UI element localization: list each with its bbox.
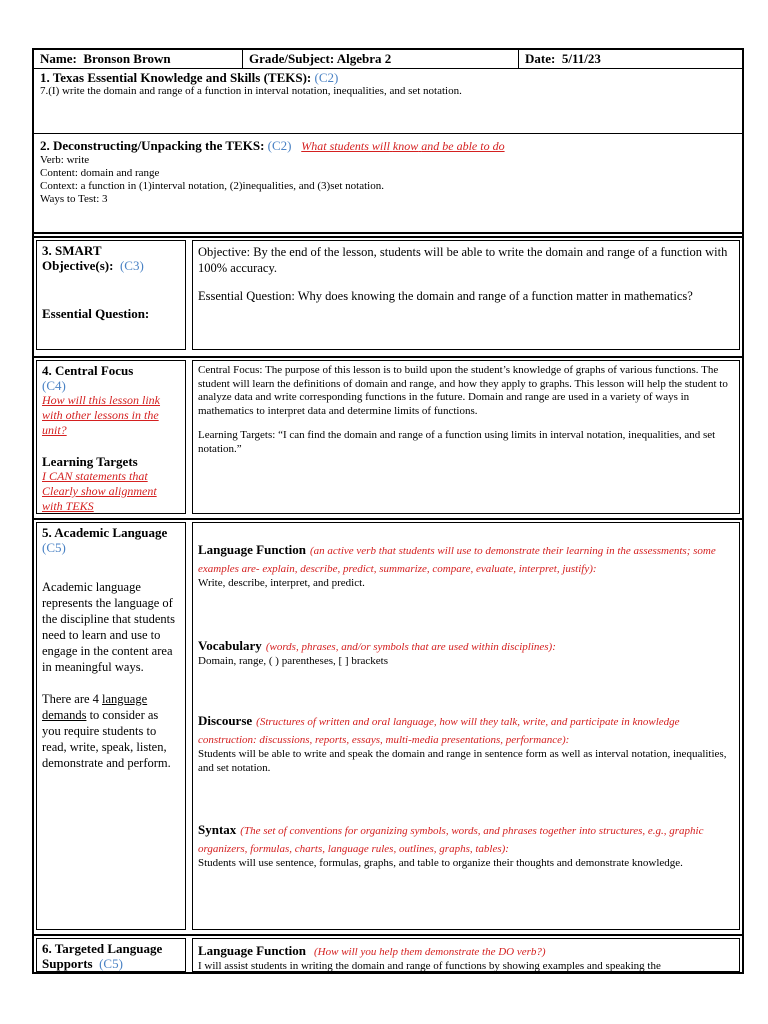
deconstruct-content: Content: domain and range [40,167,160,179]
smart-label-cell [36,240,186,350]
name-cell [34,50,242,68]
teks-text: 7.(I) write the domain and range of a function in interval notation, inequalities, and set notation. [40,85,462,97]
header-row [34,50,742,69]
grade-cell [242,50,518,68]
deconstruct-code: (C2) [267,138,292,153]
academic-language-desc: Academic language represents the language of the discipline that students need to learn and use to engage in the content area in meaningful ways. [42,580,175,674]
supports-language-function [198,942,734,960]
academic-language-label-cell [36,522,186,930]
vocabulary-label: Vocabulary [198,637,262,653]
targeted-supports-row [34,934,742,974]
syntax-answer: Students will use sentence, formulas, graphs, and table to organize their thoughts and demonstrate knowledge. [198,857,683,869]
central-focus-row [34,356,742,516]
name-label: Name: [40,51,77,66]
teks-title: 1. Texas Essential Knowledge and Skills (TEKS): (C2) [40,70,339,85]
targeted-supports-label-cell [36,938,186,972]
smart-content-cell [192,240,740,350]
learning-targets-text: Learning Targets: “I can find the domain and range of a function using limits in interval notation, inequalities, and set notation.” [198,429,716,455]
smart-title: 3. SMART [42,243,102,258]
supports-lf-label: Language Function [198,943,306,958]
syntax-block [198,821,734,871]
central-focus-content-cell [192,360,740,514]
grade-label: Grade/Subject: [249,51,335,66]
targeted-supports-content-cell [192,938,740,972]
academic-language-title: 5. Academic Language [42,525,168,540]
deconstruct-section [34,134,742,234]
date-label: Date: [525,51,556,66]
supports-lf-hint: (How will you help them demonstrate the DO verb?) [314,946,546,958]
academic-language-row [34,518,742,932]
teks-section [34,68,742,134]
essential-question-text: Essential Question: Why does knowing the domain and range of a function matter in mathematics? [198,289,693,303]
language-function-answer: Write, describe, interpret, and predict. [198,577,365,589]
learning-targets-title: Learning Targets [42,454,138,469]
syntax-hint: (The set of conventions for organizing symbols, words, and phrases together into structures, e.g., graphic organizers, formulas, charts, language rules, outlines, graphs, tables): [198,825,704,855]
discourse-answer: Students will be able to write and speak the domain and range in sentence form as well as interval notation, inequalities, and set notation. [198,748,727,774]
objective-text: Objective: By the end of the lesson, students will be able to write the domain and range of a function with 100% accuracy. [198,245,728,275]
deconstruct-context: Context: a function in (1)interval notation, (2)inequalities, and (3)set notation. [40,180,384,192]
deconstruct-hint: What students will know and be able to do [301,139,505,153]
central-focus-code: (C4) [42,378,66,393]
vocabulary-answer: Domain, range, ( ) parentheses, [ ] brackets [198,654,388,667]
syntax-label: Syntax [198,822,237,837]
central-focus-title: 4. Central Focus [42,363,134,378]
language-function-block [198,541,734,591]
language-demands-text: There are 4 language demands to consider as you require students to read, write, speak, listen, demonstrate and perform. [42,692,171,770]
academic-language-content-cell [192,522,740,930]
targeted-supports-title2: Supports (C5) [42,956,123,971]
date-cell [518,50,742,68]
targeted-supports-title: 6. Targeted Language [42,941,163,956]
academic-language-code: (C5) [42,540,66,555]
central-focus-label-cell [36,360,186,514]
vocabulary-hint: (words, phrases, and/or symbols that are used within disciplines): [265,640,556,653]
deconstruct-verb: Verb: write [40,154,90,166]
essential-question-label: Essential Question: [42,306,150,321]
deconstruct-ways: Ways to Test: 3 [40,193,108,205]
central-focus-text: Central Focus: The purpose of this lesson is to build upon the student’s knowledge of graphs of various functions. The student will learn the definitions of domain and range, and how they apply to graphs. This lesson will help the student to analyze data and write corresponding functions in the future. Domain and range are used in a variety of ways in mathematics to interpret data and determine limits of functions. [198,364,728,417]
central-focus-hint: How will this lesson link with other lessons in the unit? [42,393,161,437]
discourse-block [198,712,734,775]
name-value: Bronson Brown [83,51,171,66]
supports-lf-answer: I will assist students in writing the domain and range of functions by showing examples and speaking the [198,960,661,972]
discourse-label: Discourse [198,713,253,728]
teks-code: (C2) [314,70,339,85]
lesson-plan-table [32,48,744,974]
language-function-hint: (an active verb that students will use to demonstrate their learning in the assessments; some examples are- explain, describe, predict, summarize, compare, evaluate, interpret, justify): [198,545,716,575]
discourse-hint: (Structures of written and oral language, how will they talk, write, and participate in knowledge construction: discussions, reports, essays, multi-media presentations, performance): [198,716,680,746]
smart-row [34,236,742,352]
smart-title2: Objective(s): (C3) [42,258,144,273]
learning-targets-hint: I CAN statements that Clearly show alignment with TEKS [42,469,157,513]
language-function-label: Language Function [198,542,306,557]
vocabulary-block [198,637,734,669]
date-value: 5/11/23 [561,51,601,66]
grade-value: Algebra 2 [336,51,392,66]
deconstruct-title: 2. Deconstructing/Unpacking the TEKS: (C2) What students will know and be able to do [40,138,505,153]
